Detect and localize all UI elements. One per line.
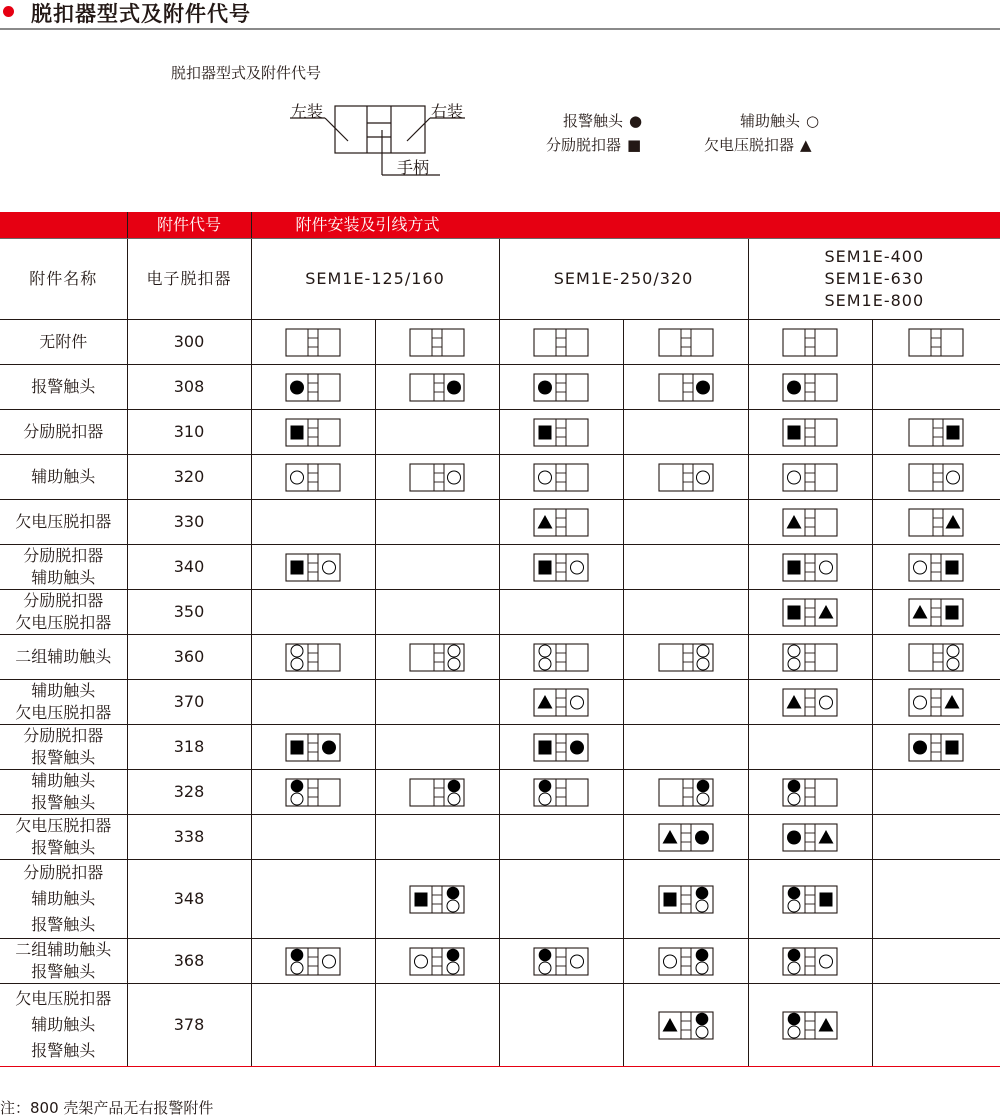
install-diagram-cell — [623, 410, 748, 455]
install-diagram-cell — [748, 635, 872, 680]
install-diagram-cell — [748, 590, 872, 635]
filled-triangle-icon: ▲ — [800, 136, 812, 154]
install-diagram-cell — [375, 545, 499, 590]
model-line: SEM1E-800 — [749, 290, 1000, 312]
install-diagram-cell — [872, 455, 1000, 500]
aux-contact-icon — [624, 463, 748, 492]
aux-contact-icon — [376, 463, 499, 492]
alarm-contact-icon+shunt-release-icon — [873, 733, 1000, 762]
install-diagram-cell — [375, 725, 499, 770]
alarm-aux-contact-icon — [252, 778, 375, 807]
filled-circle-icon: ● — [629, 112, 642, 130]
shunt-release-icon+alarm-aux-contact-icon — [376, 885, 499, 914]
install-diagram-cell — [623, 500, 748, 545]
install-diagram-cell — [375, 455, 499, 500]
accessory-name: 报警触头 — [0, 1038, 127, 1064]
header-install-method: 附件安装及引线方式 — [251, 212, 1000, 239]
install-diagram-cell — [872, 365, 1000, 410]
accessory-name-cell — [0, 410, 127, 455]
legend-undervoltage — [704, 134, 812, 155]
double-aux-contact-icon — [252, 643, 375, 672]
legend-shunt-label: 分励脱扣器 — [546, 136, 621, 154]
install-diagram-cell — [499, 815, 623, 860]
install-diagram-cell — [623, 635, 748, 680]
accessory-name: 辅助触头 — [0, 886, 127, 912]
table-row — [0, 365, 1000, 410]
accessory-name-cell — [0, 725, 127, 770]
shunt-release-icon+undervoltage-release-icon — [749, 598, 872, 627]
accessory-code: 370 — [127, 680, 251, 725]
install-diagram-cell — [375, 635, 499, 680]
accessory-name: 无附件 — [0, 331, 127, 353]
model-line: SEM1E-630 — [749, 268, 1000, 290]
install-diagram-cell — [872, 635, 1000, 680]
legend-aux-label: 辅助触头 — [740, 112, 800, 130]
accessory-name-cell — [0, 455, 127, 500]
aux-contact-icon — [252, 463, 375, 492]
bullet-dot-icon — [3, 6, 14, 17]
accessory-name: 分励脱扣器 — [0, 590, 127, 612]
no-accessory-icon — [873, 328, 1000, 357]
install-diagram-cell — [623, 455, 748, 500]
accessory-name: 欠电压脱扣器 — [0, 702, 127, 724]
install-diagram-cell — [251, 939, 375, 984]
legend-alarm-label: 报警触头 — [563, 112, 623, 130]
hollow-circle-icon: ○ — [806, 112, 819, 130]
accessory-name: 分励脱扣器 — [0, 725, 127, 747]
aux-contact-icon — [749, 463, 872, 492]
install-diagram-cell — [375, 860, 499, 939]
accessory-code: 328 — [127, 770, 251, 815]
install-diagram-cell — [623, 365, 748, 410]
aux-contact-icon+alarm-aux-contact-icon — [624, 947, 748, 976]
install-diagram-cell — [623, 680, 748, 725]
accessory-name: 报警触头 — [0, 747, 127, 769]
install-diagram-cell — [748, 365, 872, 410]
undervoltage-release-icon+aux-contact-icon — [500, 688, 623, 717]
undervoltage-release-icon — [749, 508, 872, 537]
install-diagram-cell — [623, 725, 748, 770]
install-diagram-cell — [872, 500, 1000, 545]
col-electronic-trip: 电子脱扣器 — [127, 239, 251, 320]
install-diagram-cell — [251, 725, 375, 770]
install-diagram-cell — [499, 770, 623, 815]
install-diagram-cell — [872, 320, 1000, 365]
accessory-name-cell — [0, 500, 127, 545]
alarm-aux-contact-icon+undervoltage-release-icon — [749, 1011, 872, 1040]
alarm-contact-icon — [624, 373, 748, 402]
install-diagram-cell — [623, 545, 748, 590]
legend-undervoltage-label: 欠电压脱扣器 — [704, 136, 794, 154]
legend-shunt — [546, 134, 641, 155]
model-line: SEM1E-400 — [749, 246, 1000, 268]
accessory-code: 360 — [127, 635, 251, 680]
install-diagram-cell — [623, 320, 748, 365]
install-diagram-cell — [499, 860, 623, 939]
install-diagram-cell — [748, 545, 872, 590]
double-aux-contact-icon — [500, 643, 623, 672]
install-diagram-cell — [499, 410, 623, 455]
install-diagram-cell — [375, 410, 499, 455]
install-diagram-cell — [748, 455, 872, 500]
install-diagram-cell — [375, 680, 499, 725]
no-accessory-icon — [749, 328, 872, 357]
accessory-name-cell — [0, 815, 127, 860]
accessory-name: 辅助触头 — [0, 466, 127, 488]
shunt-release-icon+aux-contact-icon — [252, 553, 375, 582]
install-diagram-cell — [623, 860, 748, 939]
table-row — [0, 590, 1000, 635]
accessory-name-cell — [0, 680, 127, 725]
header-accessory-code: 附件代号 — [127, 212, 251, 239]
handle-label: 手柄 — [397, 155, 429, 178]
undervoltage-release-icon — [500, 508, 623, 537]
install-diagram-cell — [375, 815, 499, 860]
shunt-release-icon+aux-contact-icon — [749, 553, 872, 582]
install-diagram-cell — [251, 545, 375, 590]
install-diagram-cell — [748, 500, 872, 545]
shunt-release-icon — [873, 418, 1000, 447]
install-diagram-cell — [872, 984, 1000, 1067]
install-diagram-cell — [499, 984, 623, 1067]
install-diagram-cell — [872, 680, 1000, 725]
accessory-code: 320 — [127, 455, 251, 500]
header-blank-cell — [0, 212, 127, 239]
install-diagram-cell — [748, 770, 872, 815]
install-diagram-cell — [623, 939, 748, 984]
alarm-contact-icon — [500, 373, 623, 402]
table-row — [0, 939, 1000, 984]
accessory-code: 338 — [127, 815, 251, 860]
shunt-release-icon+alarm-contact-icon — [500, 733, 623, 762]
accessory-name: 分励脱扣器 — [0, 421, 127, 443]
accessory-name: 分励脱扣器 — [0, 545, 127, 567]
accessory-name: 欠电压脱扣器 — [0, 511, 127, 533]
alarm-aux-contact-icon+aux-contact-icon — [749, 947, 872, 976]
table-row — [0, 860, 1000, 939]
install-diagram-cell — [499, 635, 623, 680]
table-row — [0, 770, 1000, 815]
install-diagram-cell — [499, 939, 623, 984]
undervoltage-release-icon — [873, 508, 1000, 537]
table-row — [0, 320, 1000, 365]
install-diagram-cell — [623, 770, 748, 815]
filled-square-icon: ■ — [627, 136, 641, 154]
accessory-code-table — [0, 212, 1000, 1067]
alarm-aux-contact-icon+shunt-release-icon — [749, 885, 872, 914]
table-row — [0, 984, 1000, 1067]
install-diagram-cell — [499, 725, 623, 770]
install-diagram-cell — [499, 680, 623, 725]
accessory-name-cell — [0, 590, 127, 635]
install-diagram-cell — [251, 680, 375, 725]
accessory-name: 辅助触头 — [0, 680, 127, 702]
install-diagram-cell — [251, 455, 375, 500]
install-diagram-cell — [623, 590, 748, 635]
table-header-row — [0, 212, 1000, 239]
aux-contact-icon — [873, 463, 1000, 492]
alarm-contact-icon+undervoltage-release-icon — [749, 823, 872, 852]
install-diagram-cell — [251, 410, 375, 455]
alarm-contact-icon — [749, 373, 872, 402]
alarm-aux-contact-icon+aux-contact-icon — [500, 947, 623, 976]
install-diagram-cell — [375, 365, 499, 410]
alarm-contact-icon — [376, 373, 499, 402]
aux-contact-icon+shunt-release-icon — [873, 553, 1000, 582]
accessory-name: 辅助触头 — [0, 1012, 127, 1038]
accessory-code: 340 — [127, 545, 251, 590]
table-row — [0, 680, 1000, 725]
legend-alarm — [563, 110, 642, 131]
accessory-code: 330 — [127, 500, 251, 545]
accessory-name-cell — [0, 939, 127, 984]
install-diagram-cell — [251, 590, 375, 635]
install-diagram-cell — [748, 725, 872, 770]
left-mount-label: 左装 — [291, 99, 323, 122]
install-diagram-cell — [499, 500, 623, 545]
install-diagram-cell — [375, 770, 499, 815]
install-diagram-cell — [251, 635, 375, 680]
install-diagram-cell — [748, 410, 872, 455]
accessory-code: 378 — [127, 984, 251, 1067]
install-diagram-cell — [872, 770, 1000, 815]
shunt-release-icon — [749, 418, 872, 447]
accessory-name-cell — [0, 320, 127, 365]
accessory-name: 报警触头 — [0, 376, 127, 398]
table-row — [0, 410, 1000, 455]
install-diagram-cell — [499, 320, 623, 365]
install-diagram-cell — [872, 545, 1000, 590]
shunt-release-icon+aux-contact-icon — [500, 553, 623, 582]
install-diagram-cell — [375, 320, 499, 365]
install-diagram-cell — [251, 770, 375, 815]
shunt-release-icon+alarm-contact-icon — [252, 733, 375, 762]
table-row — [0, 725, 1000, 770]
accessory-code: 300 — [127, 320, 251, 365]
no-accessory-icon — [500, 328, 623, 357]
aux-contact-icon+undervoltage-release-icon — [873, 688, 1000, 717]
no-accessory-icon — [376, 328, 499, 357]
accessory-name: 报警触头 — [0, 912, 127, 938]
install-diagram-cell — [872, 815, 1000, 860]
install-diagram-cell — [872, 939, 1000, 984]
accessory-name: 报警触头 — [0, 792, 127, 814]
alarm-aux-contact-icon — [749, 778, 872, 807]
accessory-name: 辅助触头 — [0, 770, 127, 792]
install-diagram-cell — [375, 984, 499, 1067]
accessory-code: 310 — [127, 410, 251, 455]
alarm-aux-contact-icon — [376, 778, 499, 807]
undervoltage-release-icon+shunt-release-icon — [873, 598, 1000, 627]
aux-contact-icon — [500, 463, 623, 492]
install-diagram-cell — [375, 939, 499, 984]
install-diagram-cell — [748, 939, 872, 984]
install-diagram-cell — [251, 320, 375, 365]
no-accessory-icon — [252, 328, 375, 357]
right-mount-label: 右装 — [431, 99, 463, 122]
accessory-name: 辅助触头 — [0, 567, 127, 589]
table-row — [0, 500, 1000, 545]
accessory-code: 350 — [127, 590, 251, 635]
accessory-code: 308 — [127, 365, 251, 410]
undervoltage-release-icon+alarm-contact-icon — [624, 823, 748, 852]
accessory-name: 欠电压脱扣器 — [0, 815, 127, 837]
table-row — [0, 455, 1000, 500]
accessory-name-cell — [0, 635, 127, 680]
undervoltage-release-icon+aux-contact-icon — [749, 688, 872, 717]
install-diagram-cell — [499, 545, 623, 590]
accessory-name: 二组辅助触头 — [0, 939, 127, 961]
install-diagram-cell — [499, 455, 623, 500]
install-diagram-cell — [748, 680, 872, 725]
install-diagram-cell — [251, 500, 375, 545]
alarm-aux-contact-icon — [624, 778, 748, 807]
table-row — [0, 545, 1000, 590]
install-diagram-cell — [251, 815, 375, 860]
accessory-name-cell — [0, 770, 127, 815]
shunt-release-icon+alarm-aux-contact-icon — [624, 885, 748, 914]
install-diagram-cell — [251, 860, 375, 939]
shunt-release-icon — [252, 418, 375, 447]
install-diagram-cell — [872, 725, 1000, 770]
table-row — [0, 635, 1000, 680]
install-diagram-cell — [748, 320, 872, 365]
shunt-release-icon — [500, 418, 623, 447]
install-diagram-cell — [375, 590, 499, 635]
install-diagram-cell — [748, 860, 872, 939]
no-accessory-icon — [624, 328, 748, 357]
model-sem1e-250-320: SEM1E-250/320 — [499, 239, 748, 320]
alarm-aux-contact-icon+aux-contact-icon — [252, 947, 375, 976]
accessory-name: 报警触头 — [0, 837, 127, 859]
double-aux-contact-icon — [624, 643, 748, 672]
double-aux-contact-icon — [873, 643, 1000, 672]
diagram-caption: 脱扣器型式及附件代号 — [171, 62, 321, 83]
alarm-aux-contact-icon — [500, 778, 623, 807]
accessory-name: 欠电压脱扣器 — [0, 986, 127, 1012]
install-diagram-cell — [872, 410, 1000, 455]
model-sem1e-125-160: SEM1E-125/160 — [251, 239, 499, 320]
section-header — [0, 0, 1000, 30]
model-header-row — [0, 239, 1000, 320]
accessory-code: 318 — [127, 725, 251, 770]
page-title: 脱扣器型式及附件代号 — [31, 0, 251, 28]
install-diagram-cell — [623, 815, 748, 860]
install-diagram-cell — [499, 365, 623, 410]
accessory-name: 分励脱扣器 — [0, 860, 127, 886]
install-diagram-cell — [872, 860, 1000, 939]
double-aux-contact-icon — [749, 643, 872, 672]
aux-contact-icon+alarm-aux-contact-icon — [376, 947, 499, 976]
accessory-name: 二组辅助触头 — [0, 646, 127, 668]
alarm-contact-icon — [252, 373, 375, 402]
accessory-code: 368 — [127, 939, 251, 984]
accessory-code: 348 — [127, 860, 251, 939]
install-diagram-cell — [748, 984, 872, 1067]
install-diagram-cell — [375, 500, 499, 545]
accessory-name: 报警触头 — [0, 961, 127, 983]
accessory-name: 欠电压脱扣器 — [0, 612, 127, 634]
install-diagram-cell — [251, 365, 375, 410]
accessory-name-cell — [0, 365, 127, 410]
double-aux-contact-icon — [376, 643, 499, 672]
model-sem1e-400-630-800 — [748, 239, 1000, 320]
table-row — [0, 815, 1000, 860]
accessory-name-cell — [0, 860, 127, 939]
legend-aux — [740, 110, 819, 131]
install-diagram-cell — [872, 590, 1000, 635]
col-accessory-name: 附件名称 — [0, 239, 127, 320]
undervoltage-release-icon+alarm-aux-contact-icon — [624, 1011, 748, 1040]
footnote: 注：800 壳架产品无右报警附件 — [0, 1097, 213, 1118]
install-diagram-cell — [623, 984, 748, 1067]
install-diagram-cell — [251, 984, 375, 1067]
install-diagram-cell — [748, 815, 872, 860]
accessory-name-cell — [0, 984, 127, 1067]
accessory-name-cell — [0, 545, 127, 590]
install-diagram-cell — [499, 590, 623, 635]
